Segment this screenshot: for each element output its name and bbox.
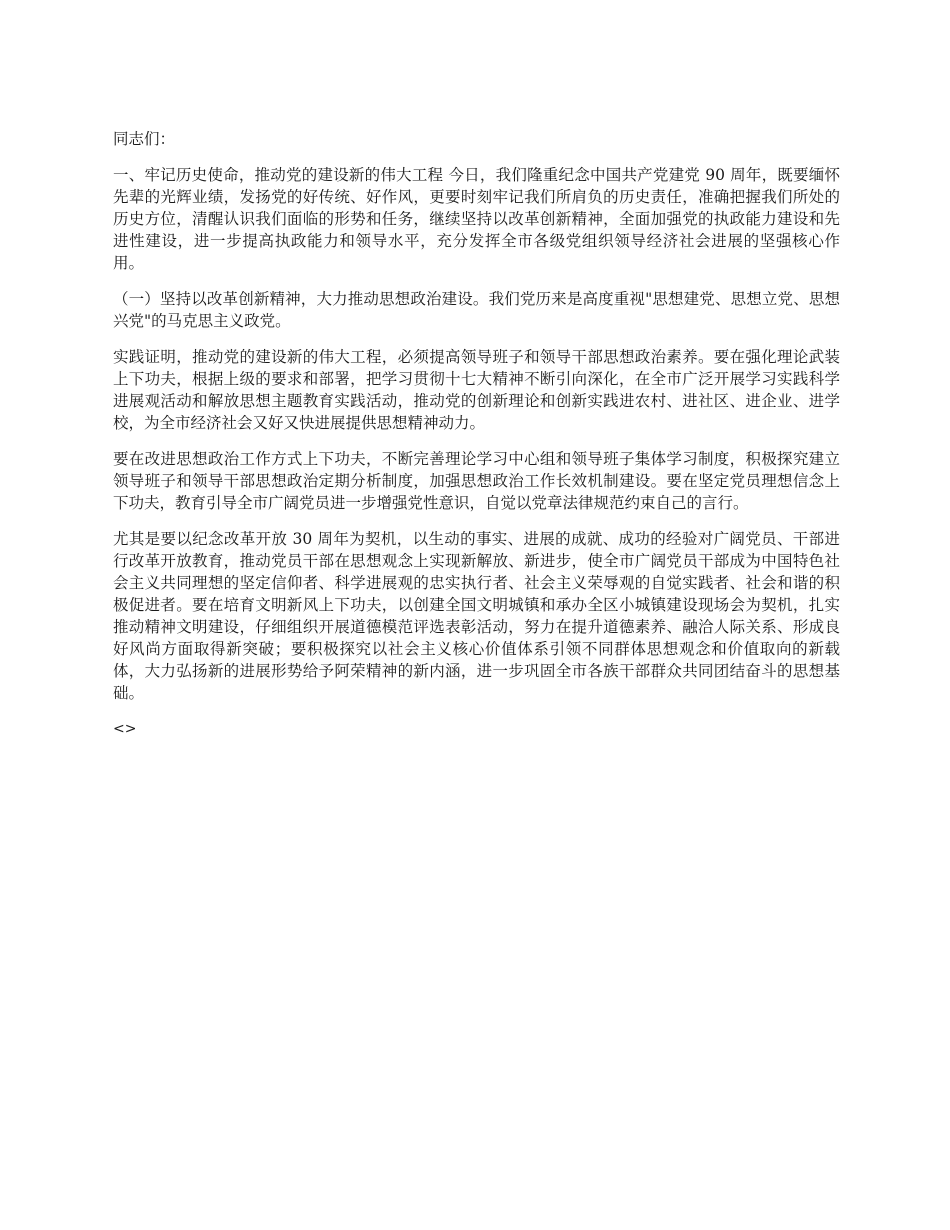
paragraph-1: 一、牢记历史使命，推动党的建设新的伟大工程 今日，我们隆重纪念中国共产党建党 90 周年，既要缅怀先辈的光辉业绩，发扬党的好传统、好作风，更要时刻牢记我们所肩负的历史责任，准确把握我们所处的历史方位，清醒认识我们面临的形势和任务，继续坚持以改革创新精神，全面加强党的执政能力建设和先进性建设，进一步提高执政能力和领导水平，充分发挥全市各级党组织领导经济社会进展的坚强核心作用。 [113, 166, 840, 272]
document-body [113, 128, 840, 754]
paragraph-4: 要在改进思想政治工作方式上下功夫，不断完善理论学习中心组和领导班子集体学习制度，积极探究建立领导班子和领导干部思想政治定期分析制度，加强思想政治工作长效机制建设。要在坚定党员理想信念上下功夫，教育引导全市广阔党员进一步增强党性意识，自觉以党章法律规范约束自己的言行。 [113, 450, 840, 512]
trailing-marker: <> [113, 721, 137, 737]
salutation: 同志们： [113, 130, 176, 148]
paragraph-5: 尤其是要以纪念改革开放 30 周年为契机，以生动的事实、进展的成就、成功的经验对广阔党员、干部进行改革开放教育，推动党员干部在思想观念上实现新解放、新进步，使全市广阔党员干部成为中国特色社会主义共同理想的坚定信仰者、科学进展观的忠实执行者、社会主义荣辱观的自觉实践者、社会和谐的积极促进者。要在培育文明新风上下功夫，以创建全国文明城镇和承办全区小城镇建设现场会为契机，扎实推动精神文明建设，仔细组织开展道德模范评选表彰活动，努力在提升道德素养、融洽人际关系、形成良好风尚方面取得新突破；要积极探究以社会主义核心价值体系引领不同群体思想观念和价值取向的新载体，大力弘扬新的进展形势给予阿荣精神的新内涵，进一步巩固全市各族干部群众共同团结奋斗的思想基础。 [113, 530, 840, 702]
paragraph-3: 实践证明，推动党的建设新的伟大工程，必须提高领导班子和领导干部思想政治素养。要在强化理论武装上下功夫，根据上级的要求和部署，把学习贯彻十七大精神不断引向深化，在全市广泛开展学习实践科学进展观活动和解放思想主题教育实践活动，推动党的创新理论和创新实践进农村、进社区、进企业、进学校，为全市经济社会又好又快进展提供思想精神动力。 [113, 348, 840, 432]
paragraph-2: （一）坚持以改革创新精神，大力推动思想政治建设。我们党历来是高度重视"思想建党、思想立党、思想兴党"的马克思主义政党。 [113, 290, 840, 330]
